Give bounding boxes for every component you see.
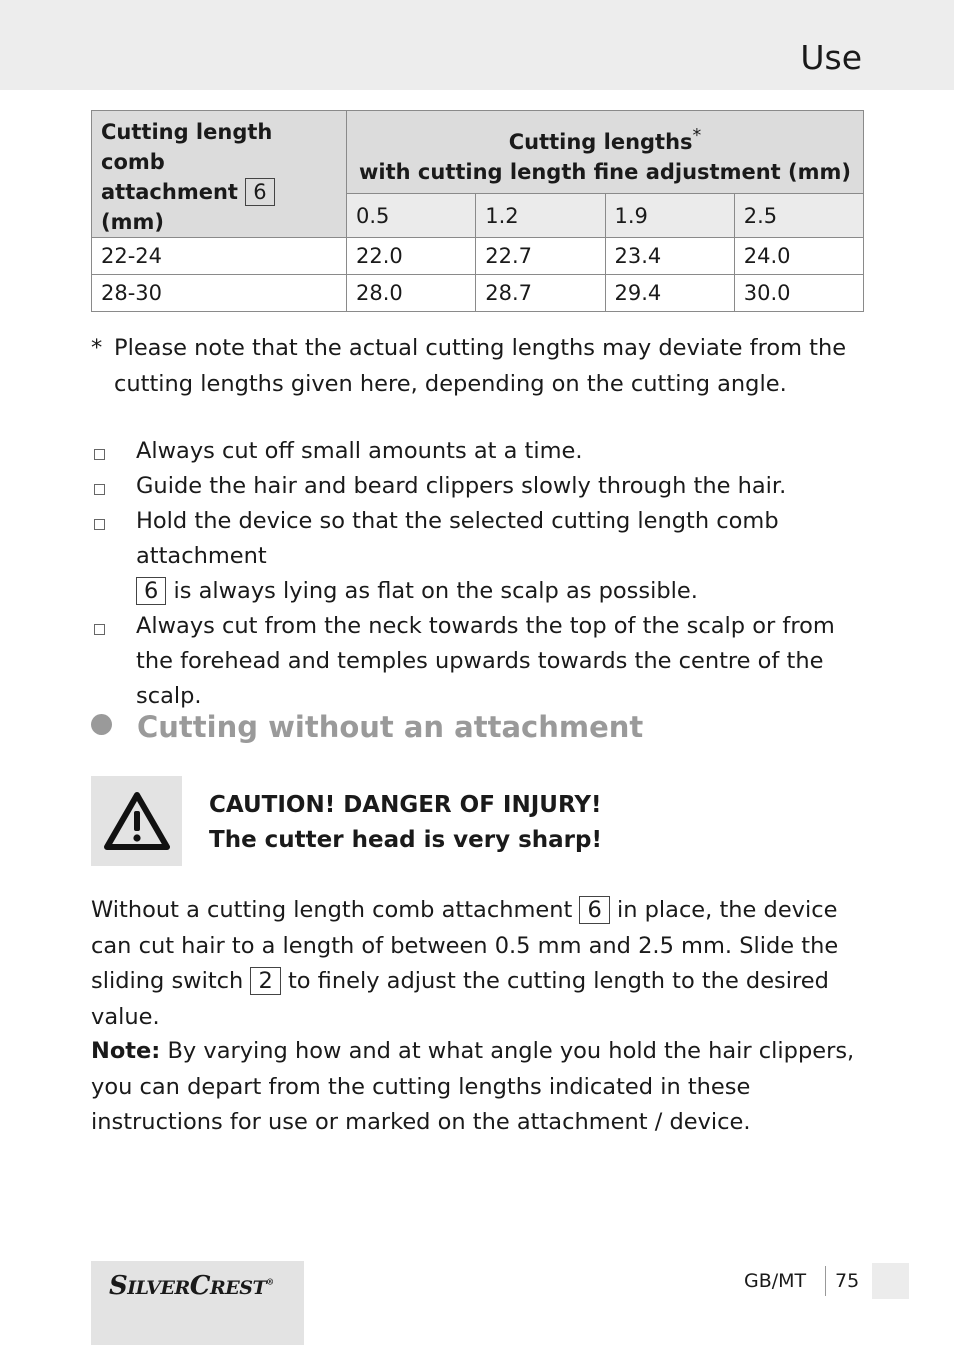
- footer-divider: [825, 1266, 826, 1296]
- table-cell: 22.7: [476, 238, 605, 275]
- ref-number-box: 6: [245, 178, 274, 206]
- list-item: Hold the device so that the selected cutting length comb attachment 6 is always lying as flat on the scalp as possible.: [91, 504, 871, 609]
- table-subheader-cell: 2.5: [734, 194, 863, 238]
- caution-line2: The cutter head is very sharp!: [209, 827, 602, 853]
- section-heading: Cutting without an attachment: [91, 710, 643, 744]
- warning-triangle-icon: [104, 791, 170, 851]
- square-bullet-icon: [94, 624, 105, 635]
- table-subheader-cell: 1.2: [476, 194, 605, 238]
- page-section-title: Use: [800, 38, 862, 77]
- table-row-label: 28-30: [92, 275, 347, 312]
- table-row-label: 22-24: [92, 238, 347, 275]
- bullet-dot-icon: [91, 714, 112, 735]
- caution-text: [209, 788, 602, 858]
- caution-line1: CAUTION! DANGER OF INJURY!: [209, 792, 602, 818]
- footer-language: GB/MT: [744, 1270, 807, 1292]
- list-item: Always cut from the neck towards the top of the scalp or from the forehead and temples upwards towards the centre of the scalp.: [91, 609, 871, 714]
- brand-logo-box: [91, 1261, 304, 1345]
- note-paragraph: Note: By varying how and at what angle you hold the hair clippers, you can depart from the cutting lengths indicated in these instructions for use or marked on the attachment / device.: [91, 1038, 855, 1135]
- cutting-length-table: [91, 110, 864, 312]
- ref-number-box: 6: [136, 577, 166, 605]
- ref-number-box: 6: [579, 896, 609, 924]
- square-bullet-icon: [94, 449, 105, 460]
- footnote-text: Please note that the actual cutting lengths may deviate from the cutting lengths given here, depending on the cutting angle.: [114, 335, 847, 397]
- table-row: [92, 275, 864, 312]
- table-cell: 28.7: [476, 275, 605, 312]
- table-row: [92, 238, 864, 275]
- footnote: [91, 330, 871, 402]
- table-subheader-cell: 1.9: [605, 194, 734, 238]
- table-cell: 23.4: [605, 238, 734, 275]
- note-label: Note:: [91, 1038, 161, 1064]
- table-cell: 22.0: [347, 238, 476, 275]
- footer-tab: [872, 1263, 909, 1299]
- warning-icon-box: [91, 776, 182, 866]
- list-item: Guide the hair and beard clippers slowly through the hair.: [91, 469, 871, 504]
- list-item: Always cut off small amounts at a time.: [91, 434, 871, 469]
- footnote-marker: *: [91, 335, 103, 361]
- table-cell: 28.0: [347, 275, 476, 312]
- paragraph-without-attachment: Without a cutting length comb attachment 6 in place, the device can cut hair to a length of between 0.5 mm and 2.5 mm. Slide the sliding switch 2 to finely adjust the cutting length to the desired value.: [91, 897, 839, 1030]
- instruction-list: [91, 434, 871, 714]
- table-cell: 24.0: [734, 238, 863, 275]
- table-header-row: [92, 111, 864, 194]
- table-header-comb-attachment: Cutting length comb attachment 6 (mm): [92, 111, 347, 238]
- table-header-cutting-lengths: Cutting lengths* with cutting length fine adjustment (mm): [347, 111, 864, 194]
- table-cell: 30.0: [734, 275, 863, 312]
- page-number: 75: [835, 1270, 860, 1292]
- ref-number-box: 2: [250, 967, 280, 995]
- table-cell: 29.4: [605, 275, 734, 312]
- square-bullet-icon: [94, 519, 105, 530]
- table-subheader-cell: 0.5: [347, 194, 476, 238]
- square-bullet-icon: [94, 484, 105, 495]
- brand-logo: SILVERCREST®: [109, 1271, 274, 1301]
